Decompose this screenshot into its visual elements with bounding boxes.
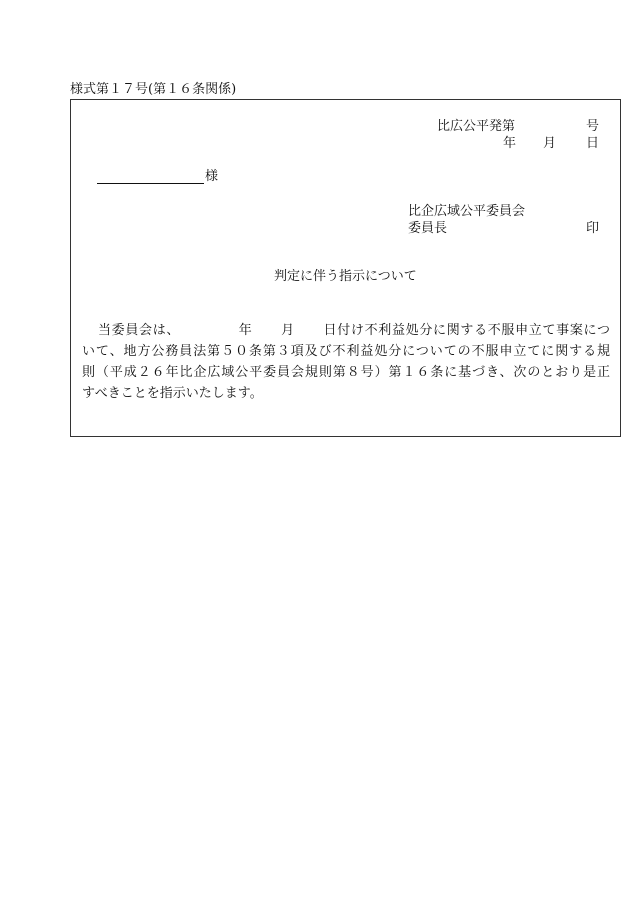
doc-number-suffix: 号 <box>586 119 600 134</box>
doc-number-prefix: 比広公平発第 <box>437 119 516 134</box>
instruction-paragraph <box>82 320 610 404</box>
paragraph-line-2: いて、地方公務員法第５０条第３項及び不利益処分についての不服申立てに関する規 <box>82 344 610 359</box>
date-year-label: 年 <box>503 136 517 151</box>
paragraph-line-1-start: 当委員会は、 <box>98 323 181 338</box>
paragraph-line-1-end: 日付け不利益処分に関する不服申立て事案につ <box>322 323 610 338</box>
paragraph-line-3: 則（平成２６年比企広域公平委員会規則第８号）第１６条に基づき、次のとおり是正 <box>82 365 610 380</box>
recipient-name-line <box>97 183 204 184</box>
subject-title: 判定に伴う指示について <box>274 269 417 284</box>
recipient-honorific: 様 <box>205 169 219 184</box>
date-day-label: 日 <box>586 136 600 151</box>
sender-title: 委員長 <box>408 221 448 236</box>
seal-label: 印 <box>586 221 600 236</box>
paragraph-month-label: 月 <box>280 323 295 338</box>
sender-organization: 比企広域公平委員会 <box>408 204 526 219</box>
form-number-label: 様式第１７号(第１６条関係) <box>70 82 237 97</box>
date-month-label: 月 <box>543 136 557 151</box>
paragraph-line-1 <box>82 320 610 341</box>
paragraph-year-label: 年 <box>238 323 253 338</box>
paragraph-line-4: すべきことを指示いたします。 <box>82 386 263 401</box>
